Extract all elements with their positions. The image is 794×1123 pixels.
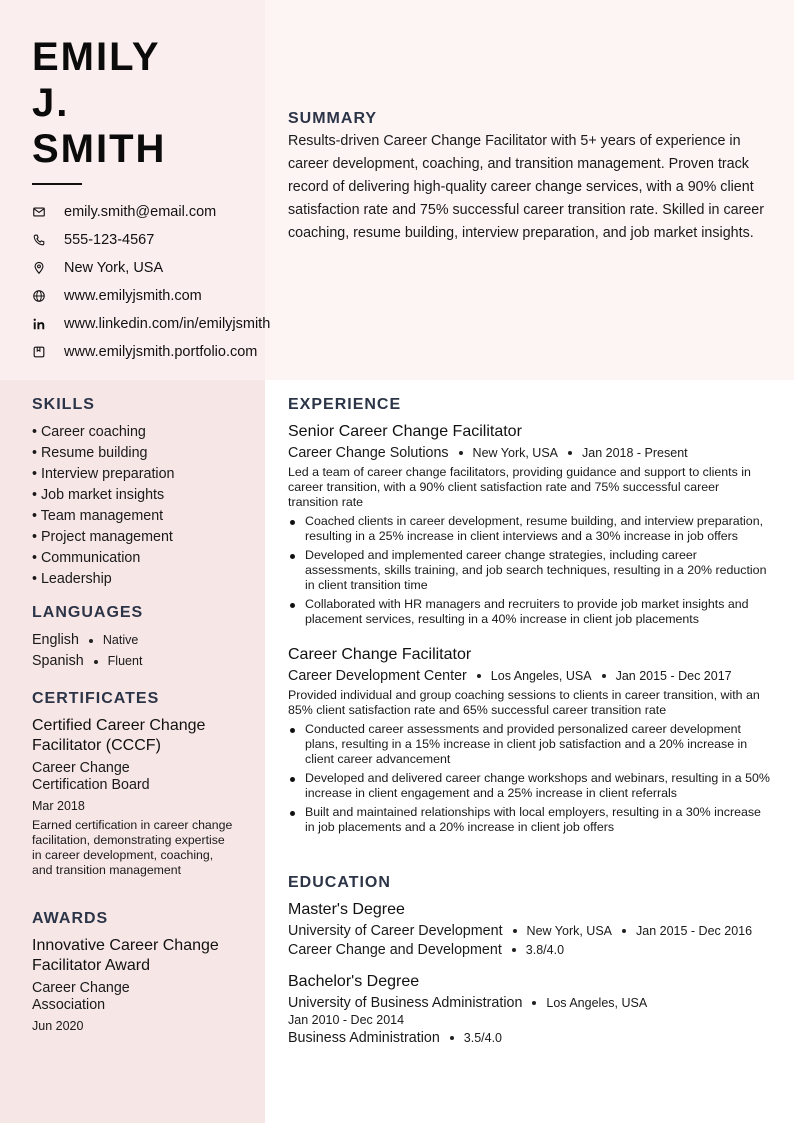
job-bullet: Conducted career assessments and provided personalized career development plans, resulting in a 15% increase in client job satisfaction and a 20% increase in client career advancement <box>288 722 772 767</box>
skill-item: • Project management <box>32 529 173 545</box>
job-dates: Jan 2015 - Dec 2017 <box>615 669 732 683</box>
separator-dot <box>622 929 626 933</box>
job-title: Career Change Facilitator <box>288 646 472 663</box>
linkedin-text: www.linkedin.com/in/emilyjsmith <box>64 316 271 332</box>
experience-title: EXPERIENCE <box>288 396 402 413</box>
language-level: Native <box>102 633 139 647</box>
award-date: Jun 2020 <box>32 1019 84 1033</box>
contact-list <box>32 198 270 366</box>
job-meta <box>288 668 772 684</box>
separator-dot <box>450 1036 454 1040</box>
school-location: Los Angeles, USA <box>546 996 648 1010</box>
phone-text: 555-123-4567 <box>64 232 155 248</box>
job-dates: Jan 2018 - Present <box>582 446 688 460</box>
awards-title: AWARDS <box>32 910 109 927</box>
skill-item: • Team management <box>32 508 164 524</box>
location-text: New York, USA <box>64 260 164 276</box>
job-bullet: Collaborated with HR managers and recruiters to provide job market insights and placement services, resulting in a 40% increase in client job placements <box>288 597 772 627</box>
portfolio-text: www.emilyjsmith.portfolio.com <box>64 344 258 360</box>
skills-section <box>32 396 252 590</box>
website-text: www.emilyjsmith.com <box>64 288 202 304</box>
skill-item: • Interview preparation <box>32 466 175 482</box>
education-field-row <box>288 942 772 958</box>
languages-section <box>32 604 252 672</box>
skill-item: • Career coaching <box>32 424 146 440</box>
name-divider <box>32 183 82 185</box>
experience-section <box>288 396 772 839</box>
language-row <box>32 630 252 651</box>
field-of-study: Business Administration <box>288 1030 440 1046</box>
linkedin-icon <box>32 316 64 332</box>
job-bullet: Built and maintained relationships with local employers, resulting in a 30% increase in job placements and a 20% increase in client job offers <box>288 805 772 835</box>
skills-list <box>32 422 252 590</box>
separator-dot <box>532 1001 536 1005</box>
location-pin-icon <box>32 260 64 276</box>
job-bullet: Developed and delivered career change workshops and webinars, resulting in a 50% increase in client engagement and a 25% increase in client referrals <box>288 771 772 801</box>
school-name: University of Business Administration <box>288 995 523 1011</box>
summary-title: SUMMARY <box>288 110 378 127</box>
separator-dot <box>568 451 572 455</box>
skill-item: • Resume building <box>32 445 148 461</box>
last-name: SMITH <box>32 127 167 171</box>
award-issuer: Career Change Association <box>32 980 130 1013</box>
skill-item: • Leadership <box>32 571 112 587</box>
candidate-name <box>32 34 166 172</box>
phone-icon <box>32 232 64 248</box>
language-name: English <box>32 632 79 648</box>
awards-section <box>32 910 252 1034</box>
certificates-title: CERTIFICATES <box>32 690 160 707</box>
education-dates: Jan 2010 - Dec 2014 <box>288 1013 405 1027</box>
job-entry <box>288 422 772 627</box>
contact-website[interactable] <box>32 282 270 310</box>
degree-title: Bachelor's Degree <box>288 973 420 990</box>
gpa: 3.8/4.0 <box>525 943 565 957</box>
language-row <box>32 651 252 672</box>
certificate-name: Certified Career Change Facilitator (CCCF) <box>32 717 206 754</box>
job-description: Provided individual and group coaching sessions to clients in career transition, with an 85% client satisfaction rate and 65% successful career transition rate <box>288 688 760 717</box>
mail-icon <box>32 204 64 220</box>
job-location: New York, USA <box>472 446 559 460</box>
field-of-study: Career Change and Development <box>288 942 502 958</box>
job-bullets <box>288 514 772 627</box>
separator-dot <box>513 929 517 933</box>
contact-phone[interactable] <box>32 226 270 254</box>
school-location: New York, USA <box>526 924 613 938</box>
language-name: Spanish <box>32 653 84 669</box>
contact-email[interactable] <box>32 198 270 226</box>
email-text: emily.smith@email.com <box>64 204 217 220</box>
skill-item: • Job market insights <box>32 487 165 503</box>
job-company: Career Development Center <box>288 668 467 684</box>
separator-dot <box>512 948 516 952</box>
job-bullets <box>288 722 772 835</box>
contact-linkedin[interactable] <box>32 310 270 338</box>
job-description: Led a team of career change facilitators, providing guidance and support to clients in career transition, with a 90% client satisfaction rate and 75% successful career transition rate <box>288 465 751 509</box>
certificate-date: Mar 2018 <box>32 799 85 813</box>
separator-dot <box>459 451 463 455</box>
portfolio-icon <box>32 344 64 360</box>
education-entry <box>288 972 772 1046</box>
job-entry <box>288 645 772 835</box>
education-dates: Jan 2015 - Dec 2016 <box>636 924 753 938</box>
education-meta <box>288 923 772 939</box>
job-title: Senior Career Change Facilitator <box>288 423 522 440</box>
education-meta <box>288 995 772 1011</box>
award-name: Innovative Career Change Facilitator Award <box>32 937 219 974</box>
summary-section <box>288 110 772 245</box>
languages-title: LANGUAGES <box>32 604 144 621</box>
certificates-section <box>32 690 252 878</box>
separator-dot <box>477 674 481 678</box>
education-field-row <box>288 1030 772 1046</box>
school-name: University of Career Development <box>288 923 503 939</box>
first-name: EMILY <box>32 35 161 79</box>
job-location: Los Angeles, USA <box>490 669 592 683</box>
certificate-description: Earned certification in career change facilitation, demonstrating expertise in career development, coaching, and transition management <box>32 818 233 877</box>
skills-title: SKILLS <box>32 396 95 413</box>
separator-dot <box>94 660 98 664</box>
language-level: Fluent <box>107 654 143 668</box>
separator-dot <box>89 639 93 643</box>
contact-portfolio[interactable] <box>32 338 270 366</box>
languages-list <box>32 630 252 672</box>
job-company: Career Change Solutions <box>288 445 449 461</box>
summary-text: Results-driven Career Change Facilitator with 5+ years of experience in career development, coaching, and transition management. Proven track record of delivering high-quality career change services, with a 90% client satisfaction rate and 75% successful career transition rate. Skilled in career coaching, resume building, interview preparation, and job market insights. <box>288 133 764 241</box>
separator-dot <box>602 674 606 678</box>
job-bullet: Coached clients in career development, resume building, and interview preparation, resulting in a 25% increase in client interviews and a 30% increase in job offers <box>288 514 772 544</box>
job-meta <box>288 445 772 461</box>
job-bullet: Developed and implemented career change strategies, including career assessments, skills training, and job search techniques, resulting in a 20% reduction in client transition time <box>288 548 772 593</box>
skill-item: • Communication <box>32 550 141 566</box>
education-title: EDUCATION <box>288 874 391 891</box>
education-entry <box>288 900 772 958</box>
globe-icon <box>32 288 64 304</box>
contact-location <box>32 254 270 282</box>
certificate-issuer: Career Change Certification Board <box>32 760 150 793</box>
degree-title: Master's Degree <box>288 901 405 918</box>
education-section <box>288 874 772 1046</box>
gpa: 3.5/4.0 <box>463 1031 503 1045</box>
middle-initial: J. <box>32 81 70 125</box>
